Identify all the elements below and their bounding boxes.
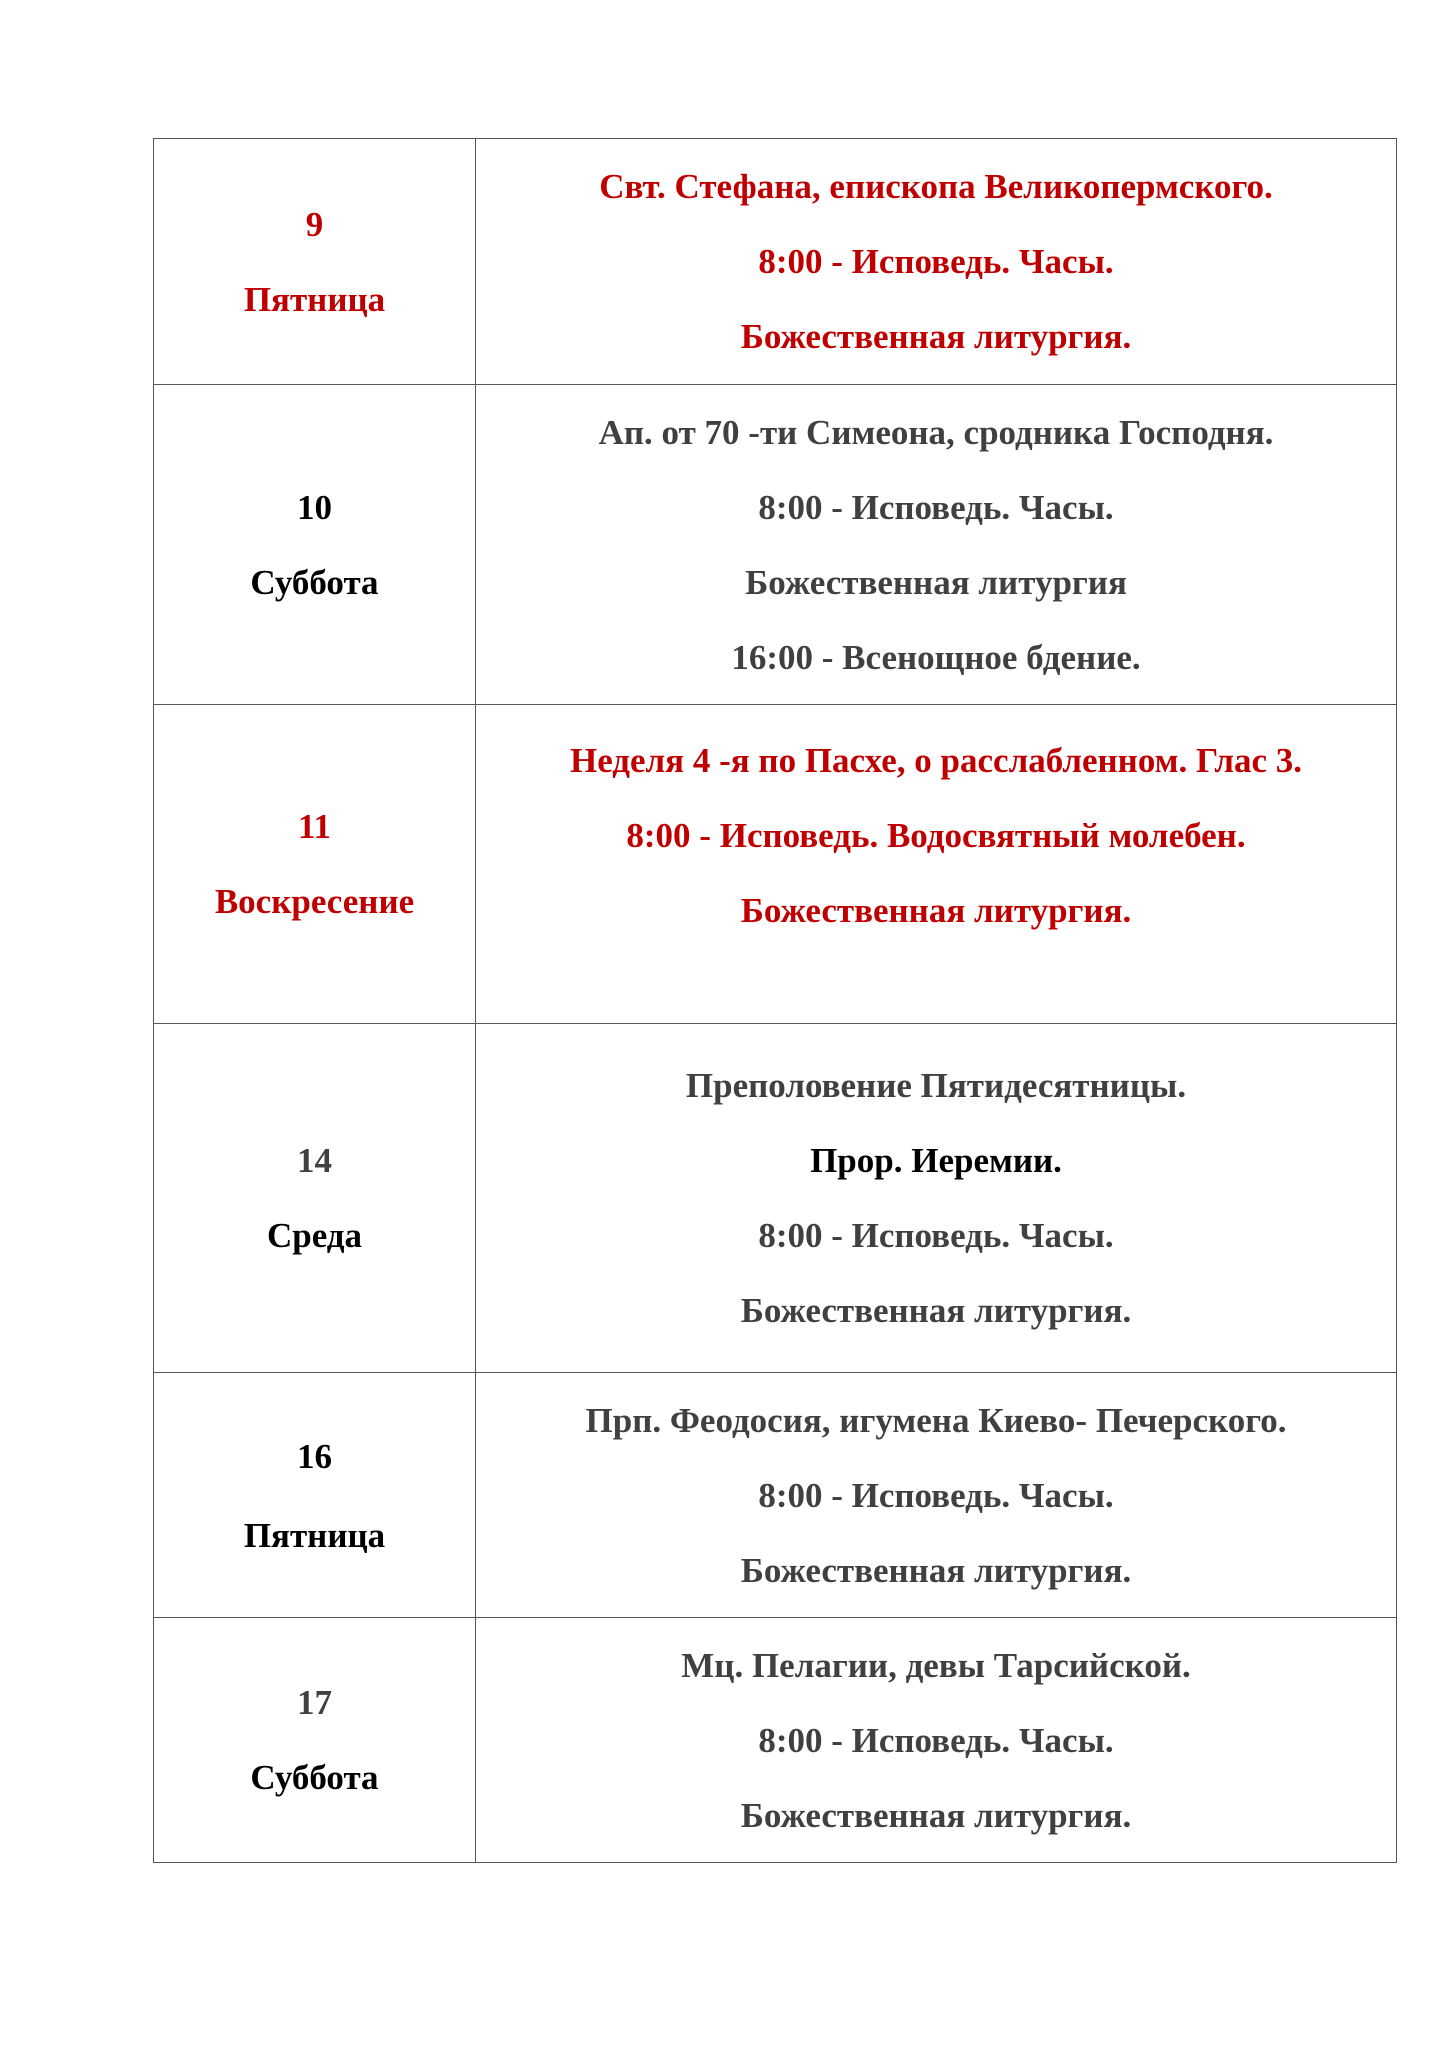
weekday: Пятница xyxy=(243,279,386,319)
date-cell xyxy=(154,1024,476,1373)
service-line: 8:00 - Исповедь. Часы. xyxy=(758,1720,1114,1760)
weekday: Воскресение xyxy=(214,882,415,921)
date-cell xyxy=(154,385,476,705)
weekday: Суббота xyxy=(250,562,379,602)
date-number: 16 xyxy=(297,1437,332,1476)
schedule-row xyxy=(154,1373,1397,1618)
date-number: 14 xyxy=(297,1141,332,1180)
services-cell xyxy=(476,1024,1397,1373)
service-line: Божественная литургия. xyxy=(740,1291,1132,1330)
service-line: 8:00 - Исповедь. Часы. xyxy=(758,487,1114,527)
service-line: Божественная литургия. xyxy=(740,891,1132,930)
services-cell xyxy=(476,385,1397,705)
schedule-row xyxy=(154,385,1397,705)
date-number: 11 xyxy=(297,807,332,846)
weekday: Суббота xyxy=(250,1758,379,1797)
date-number: 17 xyxy=(297,1683,332,1722)
date-number: 10 xyxy=(297,487,332,527)
service-line: Божественная литургия. xyxy=(740,1795,1132,1835)
date-cell xyxy=(154,705,476,1024)
service-line: Божественная литургия. xyxy=(740,1550,1132,1590)
service-line: 8:00 - Исповедь. Водосвятный молебен. xyxy=(626,816,1246,855)
services-cell xyxy=(476,705,1397,1024)
schedule-row xyxy=(154,705,1397,1024)
service-line: Божественная литургия xyxy=(745,562,1127,602)
services-cell xyxy=(476,139,1397,385)
date-cell xyxy=(154,1373,476,1618)
date-cell xyxy=(154,1618,476,1863)
schedule-table xyxy=(153,138,1397,1863)
feast-title: Свт. Стефана, епископа Великопермского. xyxy=(599,167,1273,206)
services-cell xyxy=(476,1373,1397,1618)
feast-title: Ап. от 70 -ти Симеона, сродника Господня. xyxy=(598,412,1274,452)
date-number: 9 xyxy=(305,204,324,244)
schedule-row xyxy=(154,139,1397,385)
weekday: Среда xyxy=(266,1216,363,1255)
feast-title: Преполовение Пятидесятницы. xyxy=(685,1066,1187,1105)
service-line: 16:00 - Всенощное бдение. xyxy=(731,637,1141,677)
schedule-row xyxy=(154,1024,1397,1373)
service-line: 8:00 - Исповедь. Часы. xyxy=(758,1216,1114,1255)
feast-title: Прп. Феодосия, игумена Киево- Печерского. xyxy=(585,1400,1287,1440)
feast-subtitle: Прор. Иеремии. xyxy=(810,1141,1062,1180)
services-cell xyxy=(476,1618,1397,1863)
service-line: Божественная литургия. xyxy=(740,317,1132,356)
service-line: 8:00 - Исповедь. Часы. xyxy=(758,1475,1114,1515)
weekday: Пятница xyxy=(243,1516,386,1555)
service-line: 8:00 - Исповедь. Часы. xyxy=(758,242,1114,281)
feast-title: Неделя 4 -я по Пасхе, о расслабленном. Глас 3. xyxy=(569,741,1303,780)
feast-title: Мц. Пелагии, девы Тарсийской. xyxy=(681,1645,1191,1685)
schedule-row xyxy=(154,1618,1397,1863)
date-cell xyxy=(154,139,476,385)
